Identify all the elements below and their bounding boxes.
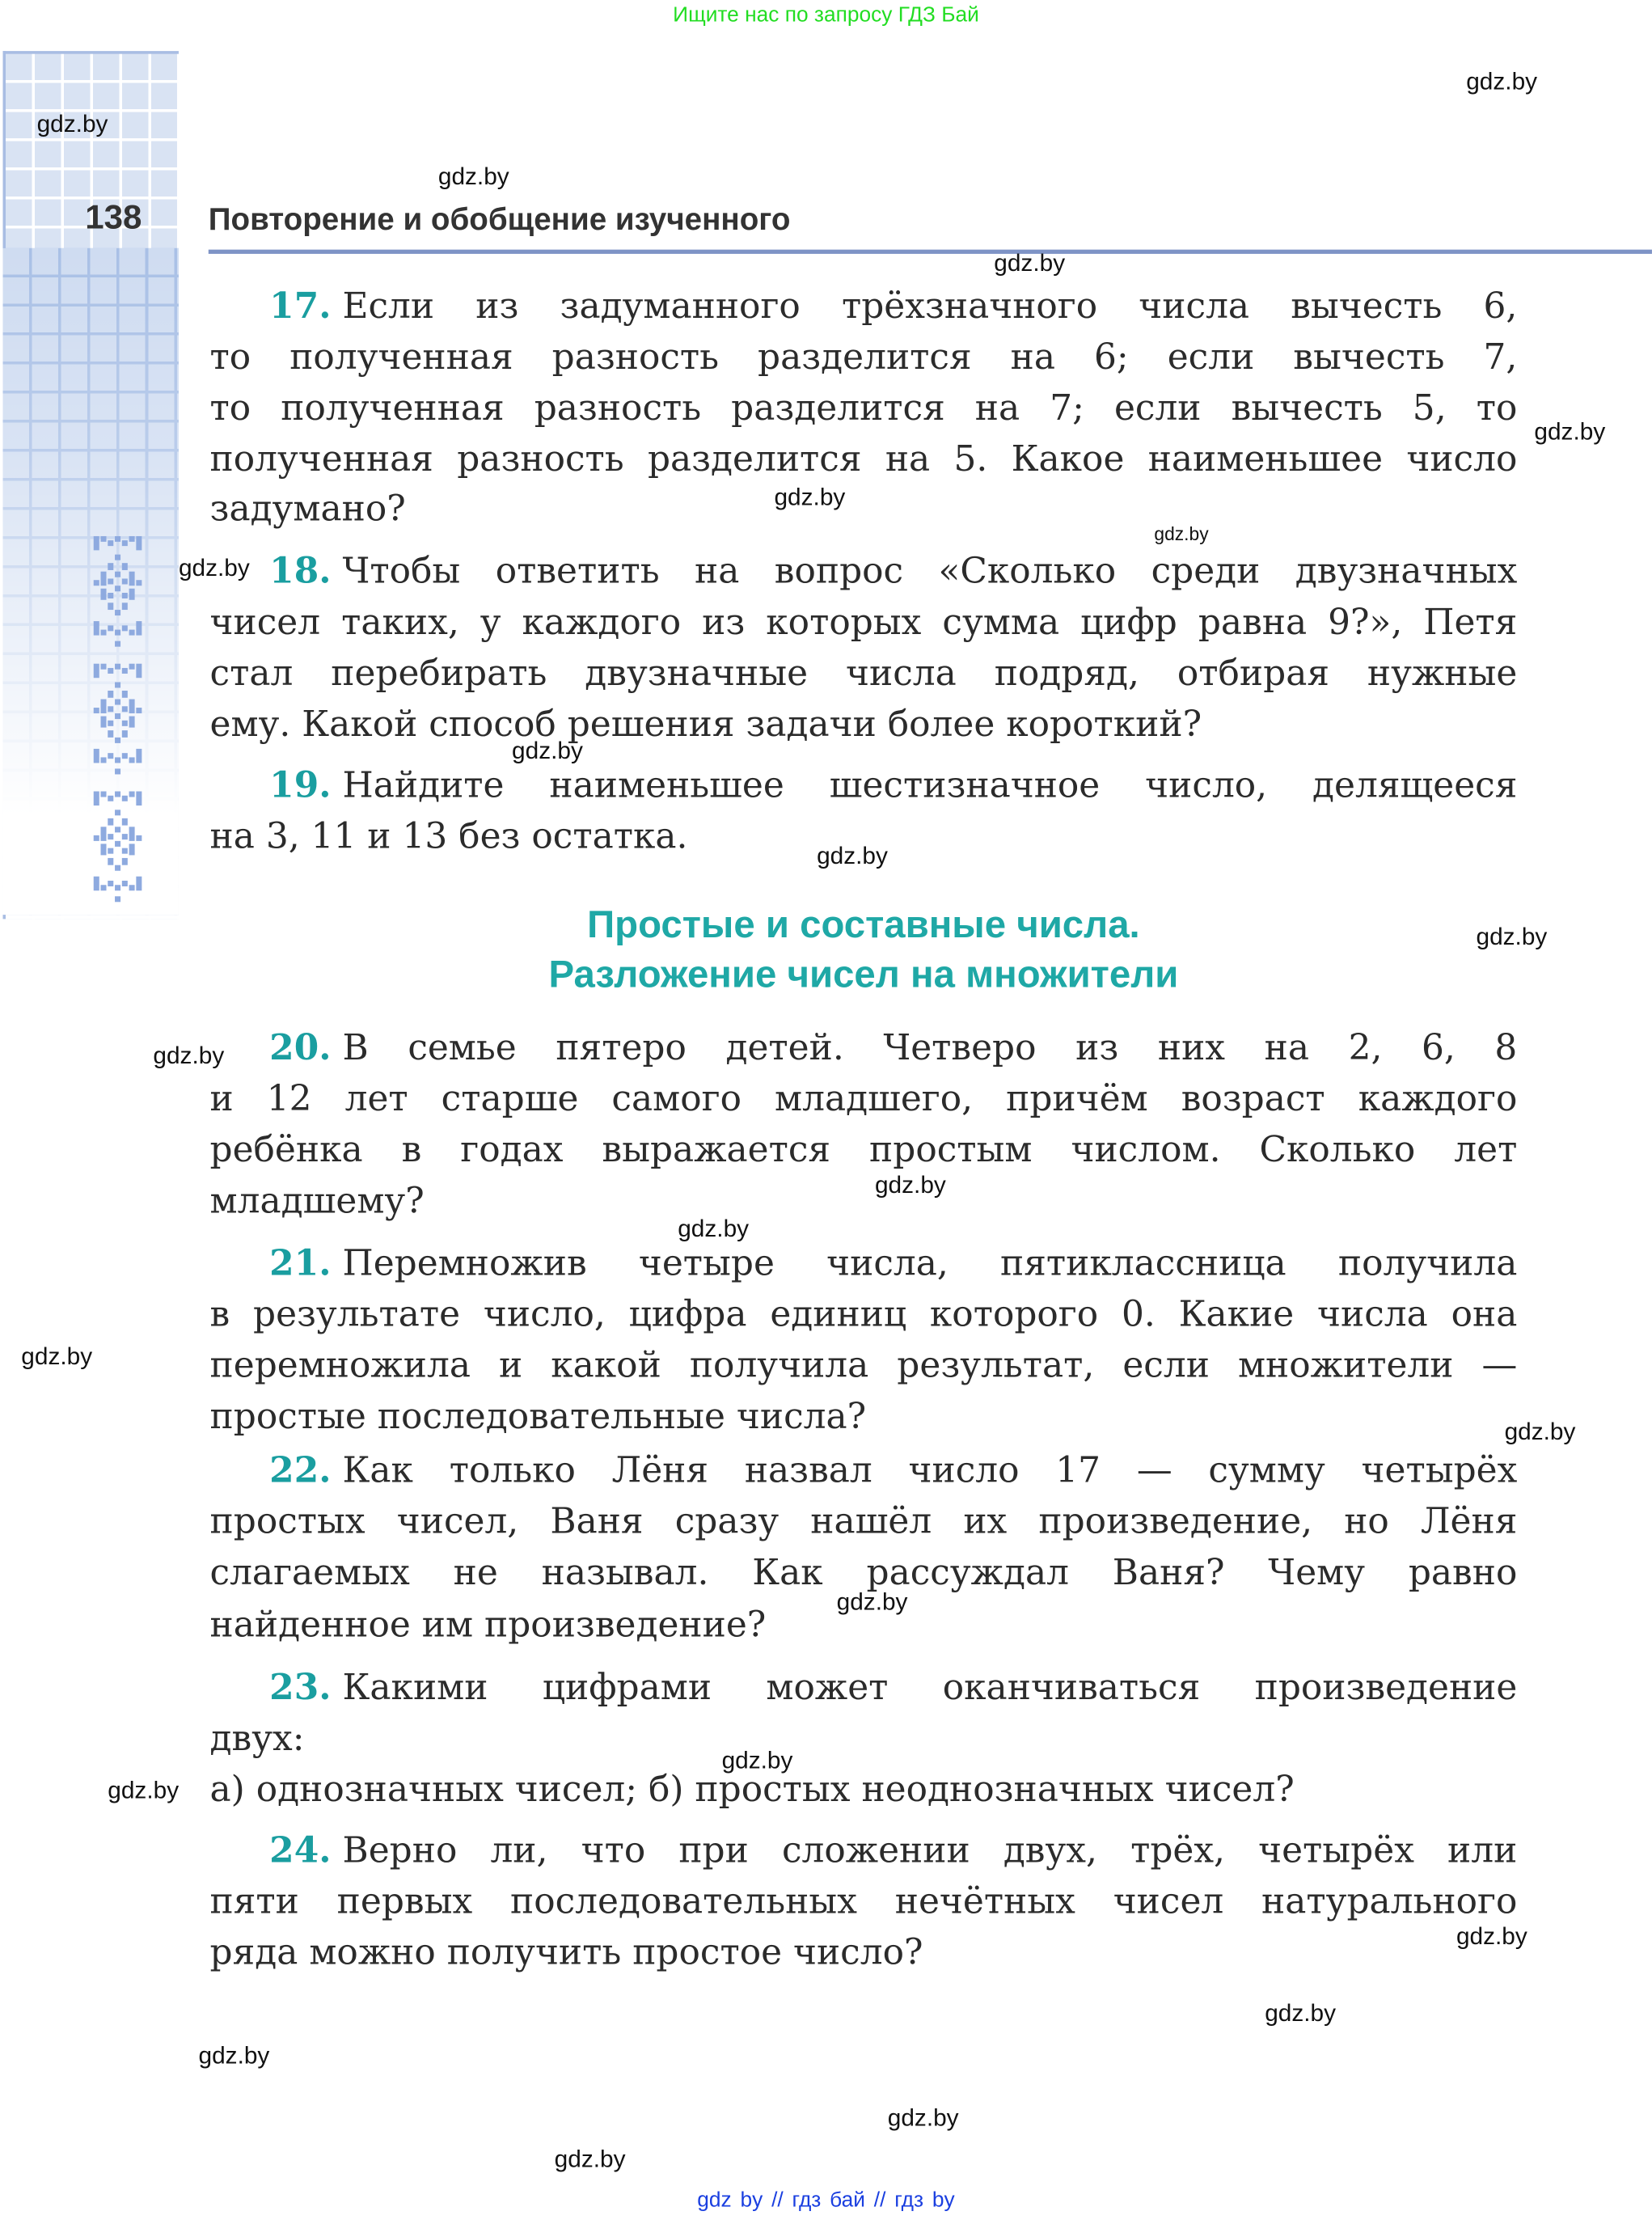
- problem-text-line: [269, 1449, 1517, 1489]
- problem-text-line: [269, 285, 1518, 327]
- watermark-text: gdz.by: [994, 249, 1066, 277]
- problem-number: 17.: [269, 285, 332, 327]
- watermark-text: gdz.by: [874, 1171, 946, 1199]
- watermark-text: gdz.by: [774, 483, 846, 511]
- watermark-text: gdz.by: [36, 110, 108, 138]
- page-header-title: Повторение и обобщение изученного: [208, 201, 791, 237]
- watermark-text: gdz.by: [554, 2146, 626, 2173]
- problem-text: и 12 лет старше самого младшего, причём возраст каждого: [209, 1077, 1518, 1119]
- problem-text: стал перебирать двузначные числа подряд, отбирая нужные: [209, 652, 1518, 694]
- problem-text: полученная разность разделится на 5. Какое наименьшее число: [209, 438, 1518, 480]
- problem-text-line: [210, 1078, 1518, 1118]
- problem-text: Если из задуманного трёхзначного числа вычесть 6,: [342, 285, 1518, 327]
- watermark-text: gdz.by: [678, 1215, 750, 1243]
- watermark-text: gdz.by: [153, 1042, 225, 1070]
- problem-number: 19.: [269, 764, 332, 806]
- footer-links[interactable]: gdz by // гдз бай // гдз by: [697, 2188, 955, 2213]
- problem-text-line: [210, 815, 688, 855]
- problem-text: Найдите наименьшее шестизначное число, делящееся: [342, 764, 1518, 806]
- problem-text: двух:: [209, 1717, 305, 1759]
- problem-number: 20.: [269, 1026, 332, 1068]
- problem-text-line: [210, 1551, 1518, 1591]
- watermark-text: gdz.by: [178, 554, 250, 581]
- watermark-text: gdz.by: [108, 1777, 180, 1804]
- problem-text: перемножила и какой получила результат, если множители —: [209, 1344, 1518, 1386]
- problem-text: Как только Лёня назвал число 17 — сумму четырёх: [342, 1449, 1518, 1491]
- watermark-text: gdz.by: [198, 2042, 270, 2070]
- problem-text: младшему?: [209, 1179, 425, 1221]
- problem-text: задумано?: [209, 488, 406, 530]
- problem-text-line: [269, 764, 1517, 804]
- problem-text-line: [210, 1931, 923, 1971]
- problem-text-line: [210, 1293, 1518, 1333]
- watermark-text: gdz.by: [1154, 523, 1209, 545]
- problem-text-line: [210, 438, 1518, 478]
- problem-text: то полученная разность разделится на 7; если вычесть 5, то: [209, 387, 1518, 429]
- problem-number: 22.: [269, 1449, 332, 1491]
- watermark-text: gdz.by: [817, 842, 888, 869]
- watermark-text: gdz.by: [836, 1588, 908, 1616]
- problem-text: на 3, 11 и 13 без остатка.: [209, 815, 688, 857]
- watermark-text: gdz.by: [1504, 1418, 1576, 1445]
- problem-text-line: [210, 1500, 1518, 1540]
- problem-text: в результате число, цифра единиц которого 0. Какие числа она: [209, 1293, 1518, 1335]
- watermark-text: gdz.by: [1456, 1922, 1527, 1951]
- problem-text-line: [269, 1242, 1517, 1282]
- ornament-icon: [91, 536, 147, 912]
- problem-text-line: [269, 550, 1517, 590]
- problem-number: 18.: [269, 550, 332, 592]
- problem-text: ему. Какой способ решения задачи более короткий?: [209, 703, 1202, 745]
- problem-text-line: [210, 1718, 305, 1757]
- problem-text: простые последовательные числа?: [209, 1395, 867, 1437]
- problem-text-line: [210, 1129, 1518, 1169]
- watermark-text: gdz.by: [512, 737, 583, 765]
- problem-number: 21.: [269, 1242, 332, 1284]
- problem-text: пяти первых последовательных нечётных чисел натурального: [209, 1880, 1518, 1922]
- top-search-note[interactable]: Ищите нас по запросу ГДЗ Бай: [673, 2, 979, 27]
- watermark-text: gdz.by: [887, 2104, 959, 2132]
- problem-text: ребёнка в годах выражается простым числом. Сколько лет: [209, 1128, 1518, 1170]
- problem-text: Какими цифрами может оканчиваться произведение: [342, 1666, 1518, 1708]
- page-number: 138: [85, 198, 142, 237]
- problem-text-line: [210, 704, 1202, 743]
- watermark-text: gdz.by: [1265, 1999, 1337, 2027]
- problem-text: Верно ли, что при сложении двух, трёх, четырёх или: [342, 1829, 1518, 1871]
- problem-text-line: [209, 1604, 767, 1646]
- problem-text: Перемножив четыре числа, пятиклассница получила: [342, 1242, 1518, 1284]
- problem-text: ряда можно получить простое число?: [209, 1931, 923, 1973]
- problem-text-line: [210, 1880, 1518, 1920]
- watermark-text: gdz.by: [721, 1747, 793, 1774]
- problem-number: 23.: [269, 1666, 332, 1708]
- watermark-text: gdz.by: [437, 163, 509, 190]
- problem-text-line: [210, 1396, 867, 1435]
- problem-text-line: [210, 387, 1518, 427]
- problem-text: то полученная разность разделится на 6; если вычесть 7,: [209, 336, 1518, 378]
- watermark-text: gdz.by: [1466, 68, 1538, 95]
- problem-text-line: [210, 1769, 1295, 1808]
- section-title-line-1: Простые и составные числа.: [587, 903, 1140, 946]
- header-divider: [209, 250, 1652, 254]
- problem-text-line: [209, 488, 406, 530]
- watermark-text: gdz.by: [21, 1342, 93, 1370]
- problem-text-line: [269, 1666, 1517, 1706]
- problem-text: найденное им произведение?: [209, 1604, 767, 1646]
- problem-text-line: [210, 653, 1518, 692]
- problem-text: чисел таких, у каждого из которых сумма цифр равна 9?», Петя: [209, 601, 1518, 643]
- problem-text-line: [210, 1344, 1518, 1384]
- problem-text-line: [269, 1829, 1517, 1869]
- problem-text: а) однозначных чисел; б) простых неоднозначных чисел?: [209, 1768, 1295, 1810]
- problem-text-line: [210, 1180, 425, 1220]
- problem-text: В семье пятеро детей. Четверо из них на 2, 6, 8: [342, 1026, 1518, 1068]
- watermark-text: gdz.by: [1476, 923, 1548, 950]
- problem-text: простых чисел, Ваня сразу нашёл их произведение, но Лёня: [209, 1500, 1518, 1542]
- watermark-text: gdz.by: [1534, 418, 1606, 446]
- problem-text-line: [210, 602, 1518, 641]
- problem-text-line: [269, 1027, 1517, 1067]
- section-title-line-2: Разложение чисел на множители: [548, 953, 1179, 996]
- problem-number: 24.: [269, 1829, 332, 1871]
- problem-text: Чтобы ответить на вопрос «Сколько среди двузначных: [342, 550, 1518, 592]
- problem-text: слагаемых не называл. Как рассуждал Ваня? Чему равно: [209, 1551, 1518, 1593]
- problem-text-line: [210, 336, 1518, 376]
